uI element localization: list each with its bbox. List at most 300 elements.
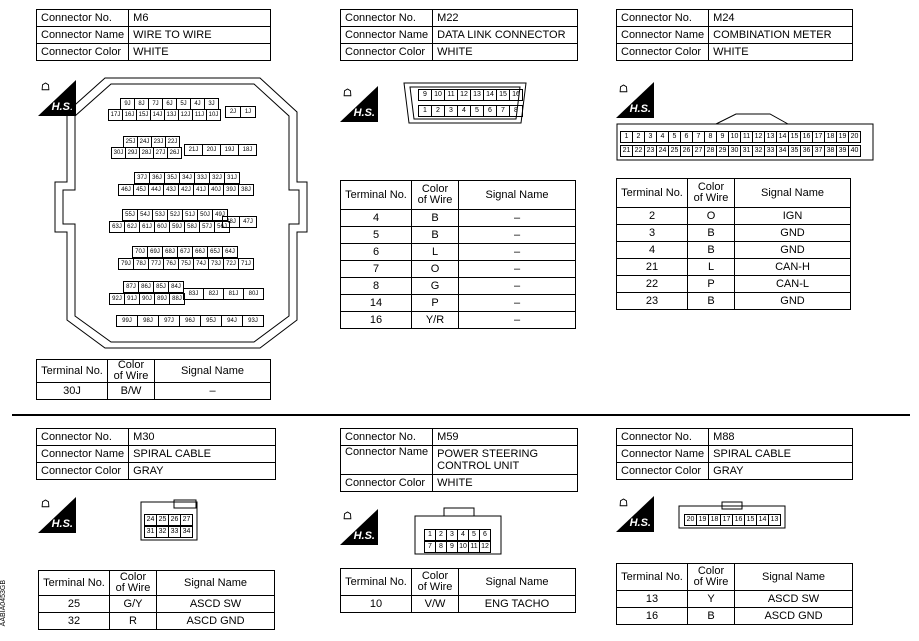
wire-color-cell: B	[688, 608, 735, 625]
pin-label: 20	[685, 515, 697, 525]
pin-label: 16	[733, 515, 745, 525]
pin-label: 91J	[125, 294, 140, 304]
pin-label: 63J	[110, 222, 125, 232]
pin-label: 34	[777, 146, 789, 156]
pin-label: 16	[512, 91, 520, 98]
m6-pin-group	[222, 216, 257, 228]
connector-no-label: Connector No.	[341, 429, 433, 446]
terminal-no-cell: 4	[617, 242, 688, 259]
signal-name-cell: CAN-H	[735, 259, 851, 276]
pin-label: 14	[757, 515, 769, 525]
terminal-no-header: Terminal No.	[37, 360, 108, 383]
pin-label: 3J	[208, 101, 215, 107]
connector-no-value: M24	[709, 10, 853, 27]
m24-pin-row-bottom	[620, 145, 861, 157]
signal-name-header: Signal Name	[459, 569, 576, 596]
wire-color-cell: Y	[688, 591, 735, 608]
pin-label: 64J	[225, 249, 235, 255]
table-row	[617, 259, 851, 276]
pin-label: 40J	[209, 185, 224, 195]
pin-label: 45J	[134, 185, 149, 195]
pin-label: 10J	[208, 112, 219, 118]
wire-color-cell: L	[412, 244, 459, 261]
wire-color-cell: O	[412, 261, 459, 278]
pin-label: 2	[436, 530, 447, 540]
signal-name-cell: –	[459, 312, 576, 329]
signal-name-cell: IGN	[735, 208, 851, 225]
connector-no-value: M59	[433, 429, 578, 446]
pin-label: 21	[621, 146, 633, 156]
pin-label: 32	[753, 146, 765, 156]
pin-label: 33	[765, 146, 777, 156]
m24-connector-info	[616, 9, 853, 61]
pin-label: 68J	[163, 247, 178, 257]
table-row	[341, 295, 576, 312]
terminal-no-cell: 22	[617, 276, 688, 293]
signal-name-cell: ASCD SW	[157, 596, 275, 613]
pin-label: 96J	[180, 316, 201, 326]
connector-no-value: M88	[709, 429, 853, 446]
pin-label: 15	[745, 515, 757, 525]
pin-label: 39	[837, 146, 849, 156]
wire-color-cell: B	[412, 227, 459, 244]
pin-label: 6J	[163, 99, 177, 109]
pin-label: 19	[697, 515, 709, 525]
signal-name-header: Signal Name	[735, 564, 853, 591]
pin-label: 35	[789, 146, 801, 156]
pin-label: 54J	[138, 210, 153, 220]
connector-name-label: Connector Name	[37, 446, 129, 463]
pin-label: 46J	[119, 185, 134, 195]
pin-label: 88J	[172, 296, 182, 302]
table-row	[617, 293, 851, 310]
pin-label: 13	[765, 132, 777, 142]
terminal-no-cell: 23	[617, 293, 688, 310]
pin-label: 72J	[224, 259, 239, 269]
pin-label: 34J	[180, 173, 195, 183]
table-row	[617, 608, 853, 625]
wire-color-cell: P	[412, 295, 459, 312]
pin-label: 29J	[126, 148, 140, 158]
connector-name-value: WIRE TO WIRE	[129, 27, 271, 44]
table-row	[341, 312, 576, 329]
pin-label: 20J	[203, 145, 221, 155]
pin-label: 14	[484, 90, 497, 100]
pin-label: 4	[458, 530, 469, 540]
pin-label: 32	[157, 527, 169, 537]
pin-label: 59J	[170, 222, 185, 232]
connector-color-value: GRAY	[709, 463, 853, 480]
terminal-no-header: Terminal No.	[341, 181, 412, 210]
pin-label: 37J	[135, 173, 150, 183]
pin-label: 12	[458, 90, 471, 100]
pin-label: 33J	[195, 173, 210, 183]
pin-label: 84J	[171, 284, 181, 290]
hs-icon: ☖ H.S.	[340, 86, 378, 122]
terminal-no-cell: 3	[617, 225, 688, 242]
pin-label: 38J	[241, 187, 251, 193]
m88-terminal-table	[616, 563, 853, 625]
pin-label: 11J	[193, 110, 207, 120]
color-of-wire-header: Color of Wire	[688, 179, 735, 208]
pin-label: 4J	[191, 99, 205, 109]
m6-connector-info	[36, 9, 271, 61]
pin-label: 5	[669, 132, 681, 142]
pin-label: 87J	[124, 282, 139, 292]
connector-name-value: COMBINATION METER	[709, 27, 853, 44]
figure-code: AABIA0453GB	[0, 580, 7, 627]
wire-color-cell: P	[688, 276, 735, 293]
table-row	[341, 261, 576, 278]
pin-label: 35J	[165, 173, 180, 183]
pin-label: 75J	[179, 259, 194, 269]
pin-label: 31	[741, 146, 753, 156]
m88-connector-info	[616, 428, 853, 480]
pin-label: 21J	[185, 145, 203, 155]
signal-name-cell: GND	[735, 293, 851, 310]
pin-label: 62J	[125, 222, 140, 232]
hs-icon: ☖ H.S.	[616, 82, 654, 118]
pin-label: 65J	[208, 247, 223, 257]
hs-icon: ☖ H.S.	[616, 496, 654, 532]
pin-label: 1	[419, 106, 432, 116]
signal-name-cell: ASCD GND	[735, 608, 853, 625]
m22-pin-row-top	[418, 89, 523, 101]
pin-label: 7	[693, 132, 705, 142]
pin-label: 60J	[155, 222, 170, 232]
pin-label: 81J	[224, 289, 244, 299]
pin-label: 13J	[165, 110, 179, 120]
m6-pin-group	[225, 106, 256, 118]
connector-no-value: M6	[129, 10, 271, 27]
connector-name-value: DATA LINK CONNECTOR	[433, 27, 578, 44]
m6-pin-group	[109, 221, 230, 233]
pin-label: 2	[633, 132, 645, 142]
connector-name-label: Connector Name	[341, 27, 433, 44]
pin-label: 24	[145, 515, 157, 525]
pin-label: 1J	[244, 109, 252, 115]
pin-label: 17	[813, 132, 825, 142]
connector-color-label: Connector Color	[341, 475, 433, 492]
pin-label: 51J	[183, 210, 198, 220]
signal-name-header: Signal Name	[459, 181, 576, 210]
pin-label: 8	[436, 542, 447, 552]
pin-label: 56J	[217, 224, 227, 230]
m6-pin-group	[118, 184, 254, 196]
pin-label: 58J	[185, 222, 200, 232]
terminal-no-cell: 10	[341, 596, 412, 613]
m6-terminal-table	[36, 359, 271, 400]
connector-color-value: WHITE	[433, 475, 578, 492]
terminal-no-header: Terminal No.	[341, 569, 412, 596]
pin-label: 9	[447, 542, 458, 552]
signal-name-cell: CAN-L	[735, 276, 851, 293]
pin-label: 6	[484, 106, 497, 116]
color-of-wire-header: Color of Wire	[412, 181, 459, 210]
pin-label: 24J	[138, 137, 152, 147]
connector-color-value: WHITE	[433, 44, 578, 61]
table-row	[39, 596, 275, 613]
pin-label: 3	[447, 530, 458, 540]
pin-label: 9	[419, 90, 432, 100]
signal-name-header: Signal Name	[155, 360, 271, 383]
terminal-no-cell: 7	[341, 261, 412, 278]
m30-terminal-table	[38, 570, 275, 630]
terminal-no-cell: 14	[341, 295, 412, 312]
terminal-no-cell: 6	[341, 244, 412, 261]
signal-name-cell: –	[459, 210, 576, 227]
m6-pin-group	[134, 172, 240, 184]
pin-label: 85J	[154, 282, 169, 292]
pin-label: 16	[801, 132, 813, 142]
pin-label: 34	[182, 528, 191, 535]
connector-no-value: M22	[433, 10, 578, 27]
pin-label: 82J	[204, 289, 224, 299]
signal-name-header: Signal Name	[735, 179, 851, 208]
terminal-no-cell: 16	[341, 312, 412, 329]
pin-label: 26	[681, 146, 693, 156]
pin-label: 5J	[177, 99, 191, 109]
m6-pin-group	[116, 315, 264, 327]
pin-label: 4	[458, 106, 471, 116]
pin-label: 15	[789, 132, 801, 142]
pin-label: 18J	[242, 147, 253, 153]
connector-no-value: M30	[129, 429, 276, 446]
pin-label: 13	[770, 516, 779, 523]
table-row	[39, 613, 275, 630]
terminal-no-cell: 25	[39, 596, 110, 613]
wire-color-cell: R	[110, 613, 157, 630]
m6-pin-group	[132, 246, 238, 258]
pin-label: 22J	[167, 139, 178, 145]
m22-pin-row-bottom	[418, 105, 523, 117]
color-of-wire-header: Color of Wire	[110, 571, 157, 596]
pin-label: 41J	[194, 185, 209, 195]
wire-color-cell: G/Y	[110, 596, 157, 613]
pin-label: 40	[850, 147, 859, 154]
pin-label: 97J	[159, 316, 180, 326]
pin-label: 8	[514, 107, 518, 114]
color-of-wire-header: Color of Wire	[412, 569, 459, 596]
connector-name-value: SPIRAL CABLE	[129, 446, 276, 463]
signal-name-cell: ASCD GND	[157, 613, 275, 630]
connector-no-label: Connector No.	[37, 429, 129, 446]
pin-label: 18	[709, 515, 721, 525]
connector-no-label: Connector No.	[617, 429, 709, 446]
table-row	[341, 244, 576, 261]
hs-icon: ☖ H.S.	[38, 497, 76, 533]
signal-name-header: Signal Name	[157, 571, 275, 596]
pin-label: 69J	[148, 247, 163, 257]
connector-name-label: Connector Name	[37, 27, 129, 44]
pin-label: 15J	[137, 110, 151, 120]
m6-pin-group	[109, 293, 185, 305]
connector-no-label: Connector No.	[341, 10, 433, 27]
pin-label: 14J	[151, 110, 165, 120]
pin-label: 26	[169, 515, 181, 525]
wire-color-cell: O	[688, 208, 735, 225]
table-row	[617, 208, 851, 225]
m30-pin-row-bottom	[144, 526, 193, 538]
terminal-no-cell: 4	[341, 210, 412, 227]
pin-label: 10	[432, 90, 445, 100]
pin-label: 11	[469, 542, 480, 552]
pin-label: 71J	[241, 261, 251, 267]
hs-icon: ☖ H.S.	[340, 509, 378, 545]
pin-label: 16J	[123, 110, 137, 120]
m22-terminal-table	[340, 180, 576, 329]
table-row	[617, 242, 851, 259]
pin-label: 5	[469, 530, 480, 540]
pin-label: 49J	[215, 212, 225, 218]
wire-color-cell: B	[412, 210, 459, 227]
pin-label: 90J	[140, 294, 155, 304]
connector-color-value: WHITE	[709, 44, 853, 61]
pin-label: 28J	[140, 148, 154, 158]
pin-label: 27	[693, 146, 705, 156]
pin-label: 55J	[123, 210, 138, 220]
pin-label: 15	[497, 90, 510, 100]
pin-label: 52J	[168, 210, 183, 220]
pin-label: 8J	[135, 99, 149, 109]
pin-label: 25J	[124, 137, 138, 147]
terminal-no-cell: 2	[617, 208, 688, 225]
pin-label: 98J	[138, 316, 159, 326]
pin-label: 50J	[198, 210, 213, 220]
pin-label: 89J	[155, 294, 170, 304]
m24-terminal-table	[616, 178, 851, 310]
pin-label: 12	[481, 543, 489, 550]
wire-color-cell: B/W	[108, 383, 155, 400]
pin-label: 27J	[154, 148, 168, 158]
pin-label: 25	[669, 146, 681, 156]
signal-name-cell: GND	[735, 242, 851, 259]
pin-label: 79J	[119, 259, 134, 269]
m88-pin-row	[684, 514, 781, 526]
wire-color-cell: V/W	[412, 596, 459, 613]
pin-label: 43J	[164, 185, 179, 195]
pin-label: 70J	[133, 247, 148, 257]
pin-label: 80J	[248, 291, 259, 297]
pin-label: 10	[729, 132, 741, 142]
pin-label: 53J	[153, 210, 168, 220]
terminal-no-cell: 13	[617, 591, 688, 608]
table-row	[341, 596, 576, 613]
connector-no-label: Connector No.	[37, 10, 129, 27]
pin-label: 31J	[227, 175, 237, 181]
wire-color-cell: Y/R	[412, 312, 459, 329]
pin-label: 86J	[139, 282, 154, 292]
signal-name-cell: –	[459, 261, 576, 278]
color-of-wire-header: Color of Wire	[688, 564, 735, 591]
pin-label: 95J	[201, 316, 222, 326]
pin-label: 27	[182, 516, 191, 523]
pin-label: 37	[813, 146, 825, 156]
wire-color-cell: B	[688, 242, 735, 259]
terminal-no-cell: 5	[341, 227, 412, 244]
m30-connector-info	[36, 428, 276, 480]
pin-label: 8	[705, 132, 717, 142]
connector-color-label: Connector Color	[617, 463, 709, 480]
pin-label: 1	[425, 530, 436, 540]
pin-label: 61J	[140, 222, 155, 232]
pin-label: 14	[777, 132, 789, 142]
pin-label: 7	[425, 542, 436, 552]
pin-label: 92J	[110, 294, 125, 304]
terminal-no-cell: 8	[341, 278, 412, 295]
pin-label: 17	[721, 515, 733, 525]
pin-label: 30	[729, 146, 741, 156]
pin-label: 10	[458, 542, 469, 552]
pin-label: 6	[483, 531, 487, 538]
pin-label: 44J	[149, 185, 164, 195]
pin-label: 26J	[169, 150, 180, 156]
table-row	[617, 591, 853, 608]
pin-label: 19J	[221, 145, 239, 155]
pin-label: 23	[645, 146, 657, 156]
terminal-no-header: Terminal No.	[617, 179, 688, 208]
pin-label: 18	[825, 132, 837, 142]
pin-label: 76J	[164, 259, 179, 269]
pin-label: 2	[432, 106, 445, 116]
pin-label: 93J	[248, 318, 258, 324]
m59-connector-info	[340, 428, 578, 492]
m6-pin-group	[123, 281, 184, 293]
pin-label: 5	[471, 106, 484, 116]
pin-label: 83J	[184, 289, 204, 299]
pin-label: 42J	[179, 185, 194, 195]
wire-color-cell: L	[688, 259, 735, 276]
signal-name-cell: ENG TACHO	[459, 596, 576, 613]
pin-label: 47J	[243, 219, 253, 225]
signal-name-cell: ASCD SW	[735, 591, 853, 608]
m22-connector-info	[340, 9, 578, 61]
signal-name-cell: –	[459, 244, 576, 261]
pin-label: 31	[145, 527, 157, 537]
m6-pin-group	[184, 144, 257, 156]
pin-label: 94J	[222, 316, 243, 326]
wire-color-cell: G	[412, 278, 459, 295]
table-row	[341, 227, 576, 244]
terminal-no-cell: 32	[39, 613, 110, 630]
pin-label: 3	[645, 132, 657, 142]
pin-label: 11	[741, 132, 753, 142]
signal-name-cell: GND	[735, 225, 851, 242]
pin-label: 12J	[179, 110, 193, 120]
signal-name-cell: –	[459, 295, 576, 312]
pin-label: 2J	[226, 107, 241, 117]
connector-name-label: Connector Name	[617, 446, 709, 463]
pin-label: 73J	[209, 259, 224, 269]
pin-label: 28	[705, 146, 717, 156]
pin-label: 57J	[200, 222, 215, 232]
table-row	[617, 276, 851, 293]
pin-label: 1	[621, 132, 633, 142]
m6-pin-group	[108, 109, 221, 121]
color-of-wire-header: Color of Wire	[108, 360, 155, 383]
hs-icon: ☖ H.S.	[38, 80, 76, 116]
m6-pin-group	[118, 258, 254, 270]
pin-label: 7	[497, 106, 510, 116]
pin-label: 77J	[149, 259, 164, 269]
pin-label: 20	[850, 133, 859, 140]
pin-label: 67J	[178, 247, 193, 257]
pin-label: 13	[471, 90, 484, 100]
pin-label: 29	[717, 146, 729, 156]
pin-label: 33	[169, 527, 181, 537]
m24-pin-row-top	[620, 131, 861, 143]
pin-label: 19	[837, 132, 849, 142]
